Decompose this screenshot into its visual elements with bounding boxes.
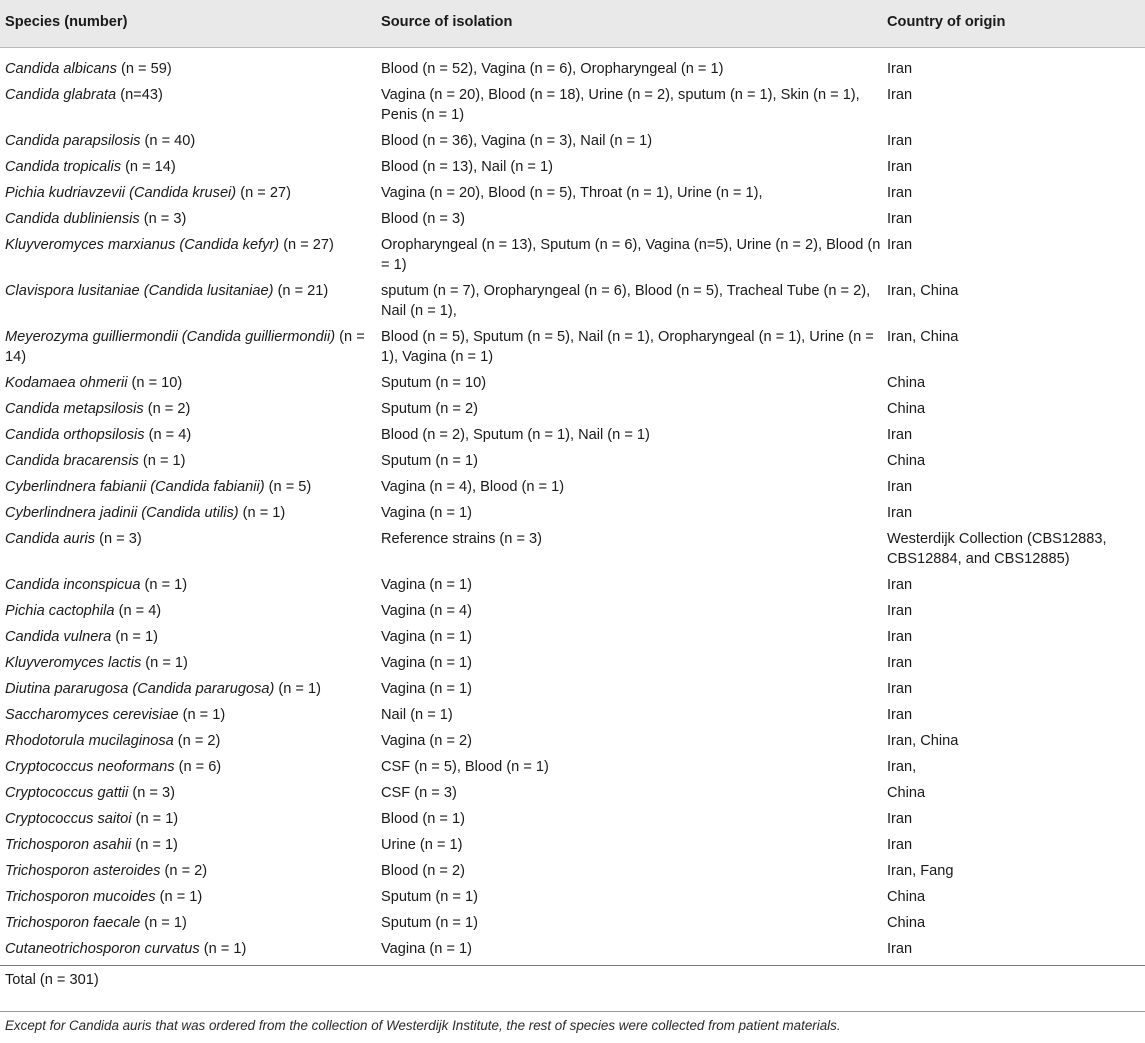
species-name: Meyerozyma guilliermondii (Candida guilliermondii) [5, 328, 336, 345]
country-cell: Iran [887, 478, 913, 495]
table-row [0, 233, 1145, 279]
country-cell: Iran [887, 210, 913, 227]
table-row [0, 755, 1145, 781]
species-cell [0, 501, 381, 527]
country-cell: Iran, [887, 758, 917, 775]
species-count: (n = 1) [274, 680, 321, 697]
species-cell [0, 207, 381, 233]
total-row [0, 965, 1145, 1000]
table-row [0, 807, 1145, 833]
species-count: (n = 27) [236, 184, 291, 201]
country-cell: Iran [887, 680, 913, 697]
species-count: (n = 2) [143, 400, 191, 417]
source-cell: Vagina (n = 4), Blood (n = 1) [381, 478, 565, 495]
source-cell: sputum (n = 7), Oropharyngeal (n = 6), Blood (n = 5), Tracheal Tube (n = 2), Nail (n = 1), [381, 282, 871, 319]
species-name: Trichosporon faecale [5, 914, 141, 931]
source-cell: Nail (n = 1) [381, 706, 453, 723]
country-cell: Iran [887, 158, 913, 175]
country-cell: Iran [887, 426, 913, 443]
species-name: Candida glabrata [5, 86, 117, 103]
table-row [0, 47, 1145, 83]
species-cell [0, 233, 381, 279]
country-cell: Iran, Fang [887, 862, 954, 879]
header-row [0, 0, 1145, 47]
species-count: (n = 3) [95, 530, 142, 547]
country-cell: Iran [887, 602, 913, 619]
table-row [0, 129, 1145, 155]
total-cell: Total (n = 301) [0, 965, 1145, 1000]
species-cell [0, 279, 381, 325]
species-name: Trichosporon mucoides [5, 888, 156, 905]
country-cell: Iran [887, 184, 913, 201]
species-cell [0, 911, 381, 937]
country-cell: China [887, 914, 926, 931]
species-name: Cryptococcus gattii [5, 784, 129, 801]
species-name: Candida auris [5, 530, 96, 547]
species-cell [0, 833, 381, 859]
table-row [0, 781, 1145, 807]
species-cell [0, 83, 381, 129]
species-cell [0, 599, 381, 625]
country-cell: Iran [887, 836, 913, 853]
table-row [0, 573, 1145, 599]
source-cell: Blood (n = 52), Vagina (n = 6), Oropharyngeal (n = 1) [381, 60, 724, 77]
species-cell [0, 651, 381, 677]
species-name: Cryptococcus saitoi [5, 810, 132, 827]
source-cell: CSF (n = 3) [381, 784, 457, 801]
species-count: (n = 59) [116, 60, 172, 77]
species-cell [0, 755, 381, 781]
species-name: Candida inconspicua [5, 576, 141, 593]
species-name: Candida orthopsilosis [5, 426, 145, 443]
species-count: (n = 1) [141, 654, 188, 671]
species-name: Candida tropicalis [5, 158, 122, 175]
species-cell [0, 781, 381, 807]
country-cell: Iran [887, 628, 913, 645]
country-cell: Iran [887, 60, 913, 77]
table-row [0, 325, 1145, 371]
table-row [0, 207, 1145, 233]
species-name: Candida vulnera [5, 628, 112, 645]
source-cell: Blood (n = 5), Sputum (n = 5), Nail (n = 1), Oropharyngeal (n = 1), Urine (n = 1), Vagina (n = 1) [381, 328, 874, 365]
species-count: (n = 1) [199, 940, 247, 957]
species-count: (n = 1) [111, 628, 158, 645]
source-cell: CSF (n = 5), Blood (n = 1) [381, 758, 549, 775]
species-cell [0, 573, 381, 599]
species-count: (n = 3) [128, 784, 175, 801]
species-cell [0, 475, 381, 501]
species-cell [0, 423, 381, 449]
species-name: Kluyveromyces lactis [5, 654, 142, 671]
species-count: (n = 3) [139, 210, 187, 227]
species-count: (n = 1) [155, 888, 203, 905]
species-name: Trichosporon asahii [5, 836, 132, 853]
source-cell: Vagina (n = 4) [381, 602, 472, 619]
species-name: Candida metapsilosis [5, 400, 144, 417]
table-row [0, 501, 1145, 527]
species-cell [0, 397, 381, 423]
country-cell: China [887, 374, 926, 391]
species-count: (n = 1) [140, 914, 187, 931]
species-name: Cyberlindnera fabianii (Candida fabianii) [5, 478, 265, 495]
species-cell [0, 625, 381, 651]
country-cell: Iran [887, 576, 913, 593]
species-count: (n = 14) [5, 328, 365, 365]
species-name: Pichia kudriavzevii (Candida krusei) [5, 184, 237, 201]
table-row [0, 475, 1145, 501]
species-cell [0, 703, 381, 729]
table-row [0, 449, 1145, 475]
species-cell [0, 371, 381, 397]
species-name: Rhodotorula mucilaginosa [5, 732, 174, 749]
species-cell [0, 885, 381, 911]
species-count: (n = 6) [174, 758, 222, 775]
source-cell: Vagina (n = 1) [381, 628, 472, 645]
source-cell: Sputum (n = 1) [381, 914, 478, 931]
source-cell: Sputum (n = 2) [381, 400, 478, 417]
species-name: Pichia cactophila [5, 602, 115, 619]
table-row [0, 885, 1145, 911]
species-count: (n = 40) [140, 132, 196, 149]
species-count: (n = 27) [279, 236, 334, 253]
table-row [0, 937, 1145, 965]
table-row [0, 155, 1145, 181]
species-count: (n = 10) [127, 374, 183, 391]
header-country: Country of origin [887, 0, 1145, 47]
header-species: Species (number) [0, 0, 381, 47]
table-row [0, 651, 1145, 677]
table-row [0, 527, 1145, 573]
species-count: (n = 1) [140, 576, 188, 593]
species-name: Cryptococcus neoformans [5, 758, 175, 775]
species-name: Diutina pararugosa (Candida pararugosa) [5, 680, 275, 697]
table-row [0, 911, 1145, 937]
source-cell: Vagina (n = 20), Blood (n = 18), Urine (n = 2), sputum (n = 1), Skin (n = 1), Penis (n = 1) [381, 86, 860, 123]
species-name: Clavispora lusitaniae (Candida lusitaniae) [5, 282, 274, 299]
source-cell: Blood (n = 3) [381, 210, 465, 227]
source-cell: Vagina (n = 2) [381, 732, 472, 749]
country-cell: China [887, 452, 926, 469]
species-cell [0, 325, 381, 371]
table-row [0, 703, 1145, 729]
species-count: (n = 4) [144, 426, 192, 443]
species-name: Candida dubliniensis [5, 210, 140, 227]
country-cell: Iran [887, 706, 913, 723]
species-name: Kodamaea ohmerii [5, 374, 128, 391]
footnote-divider [0, 1011, 1145, 1012]
header-source: Source of isolation [381, 0, 887, 47]
source-cell: Blood (n = 1) [381, 810, 465, 827]
species-cell [0, 807, 381, 833]
footnote: Except for Candida auris that was ordered from the collection of Westerdijk Institute, the rest of species were collected from patient materials. [5, 1018, 841, 1033]
source-cell: Blood (n = 36), Vagina (n = 3), Nail (n = 1) [381, 132, 653, 149]
country-cell: Iran [887, 940, 913, 957]
species-cell [0, 677, 381, 703]
source-cell: Urine (n = 1) [381, 836, 463, 853]
species-cell [0, 937, 381, 965]
species-count: (n = 1) [178, 706, 226, 723]
country-cell: Westerdijk Collection (CBS12883, CBS12884, and CBS12885) [887, 530, 1107, 567]
table-row [0, 83, 1145, 129]
source-cell: Vagina (n = 1) [381, 940, 472, 957]
species-count: (n = 1) [131, 810, 179, 827]
country-cell: Iran [887, 504, 913, 521]
species-name: Kluyveromyces marxianus (Candida kefyr) [5, 236, 280, 253]
species-name: Saccharomyces cerevisiae [5, 706, 179, 723]
country-cell: Iran, China [887, 732, 959, 749]
country-cell: Iran [887, 810, 913, 827]
species-count: (n = 21) [273, 282, 329, 299]
species-count: (n = 4) [114, 602, 162, 619]
species-cell [0, 527, 381, 573]
source-cell: Reference strains (n = 3) [381, 530, 543, 547]
species-name: Candida albicans [5, 60, 117, 77]
source-cell: Vagina (n = 1) [381, 654, 472, 671]
species-name: Candida parapsilosis [5, 132, 141, 149]
species-name: Candida bracarensis [5, 452, 139, 469]
source-cell: Sputum (n = 1) [381, 452, 478, 469]
country-cell: Iran [887, 654, 913, 671]
species-cell [0, 129, 381, 155]
species-cell [0, 859, 381, 885]
species-count: (n=43) [116, 86, 163, 103]
table-row [0, 279, 1145, 325]
source-cell: Vagina (n = 20), Blood (n = 5), Throat (n = 1), Urine (n = 1), [381, 184, 763, 201]
country-cell: China [887, 400, 926, 417]
source-cell: Sputum (n = 10) [381, 374, 487, 391]
source-cell: Vagina (n = 1) [381, 576, 472, 593]
country-cell: Iran, China [887, 328, 959, 345]
species-cell [0, 181, 381, 207]
source-cell: Oropharyngeal (n = 13), Sputum (n = 6), Vagina (n=5), Urine (n = 2), Blood (n = 1) [381, 236, 881, 273]
table-row [0, 397, 1145, 423]
species-count: (n = 2) [160, 862, 208, 879]
country-cell: China [887, 888, 926, 905]
source-cell: Blood (n = 2) [381, 862, 465, 879]
species-name: Cutaneotrichosporon curvatus [5, 940, 200, 957]
table-row [0, 833, 1145, 859]
species-name: Cyberlindnera jadinii (Candida utilis) [5, 504, 239, 521]
species-cell [0, 449, 381, 475]
table-row [0, 859, 1145, 885]
country-cell: Iran, China [887, 282, 959, 299]
species-count: (n = 1) [131, 836, 178, 853]
species-count: (n = 5) [264, 478, 312, 495]
species-name: Trichosporon asteroides [5, 862, 161, 879]
table-row [0, 423, 1145, 449]
species-cell [0, 729, 381, 755]
source-cell: Vagina (n = 1) [381, 680, 472, 697]
species-cell [0, 155, 381, 181]
country-cell: Iran [887, 132, 913, 149]
species-count: (n = 14) [121, 158, 176, 175]
table-body [0, 47, 1145, 965]
country-cell: Iran [887, 86, 913, 103]
source-cell: Vagina (n = 1) [381, 504, 472, 521]
source-cell: Blood (n = 13), Nail (n = 1) [381, 158, 553, 175]
table-row [0, 625, 1145, 651]
table-row [0, 181, 1145, 207]
table-row [0, 677, 1145, 703]
species-count: (n = 2) [173, 732, 221, 749]
source-cell: Sputum (n = 1) [381, 888, 478, 905]
table-row [0, 729, 1145, 755]
species-count: (n = 1) [138, 452, 186, 469]
table-row [0, 371, 1145, 397]
source-cell: Blood (n = 2), Sputum (n = 1), Nail (n = 1) [381, 426, 650, 443]
species-count: (n = 1) [238, 504, 286, 521]
species-cell [0, 47, 381, 83]
country-cell: China [887, 784, 926, 801]
table-row [0, 599, 1145, 625]
country-cell: Iran [887, 236, 913, 253]
